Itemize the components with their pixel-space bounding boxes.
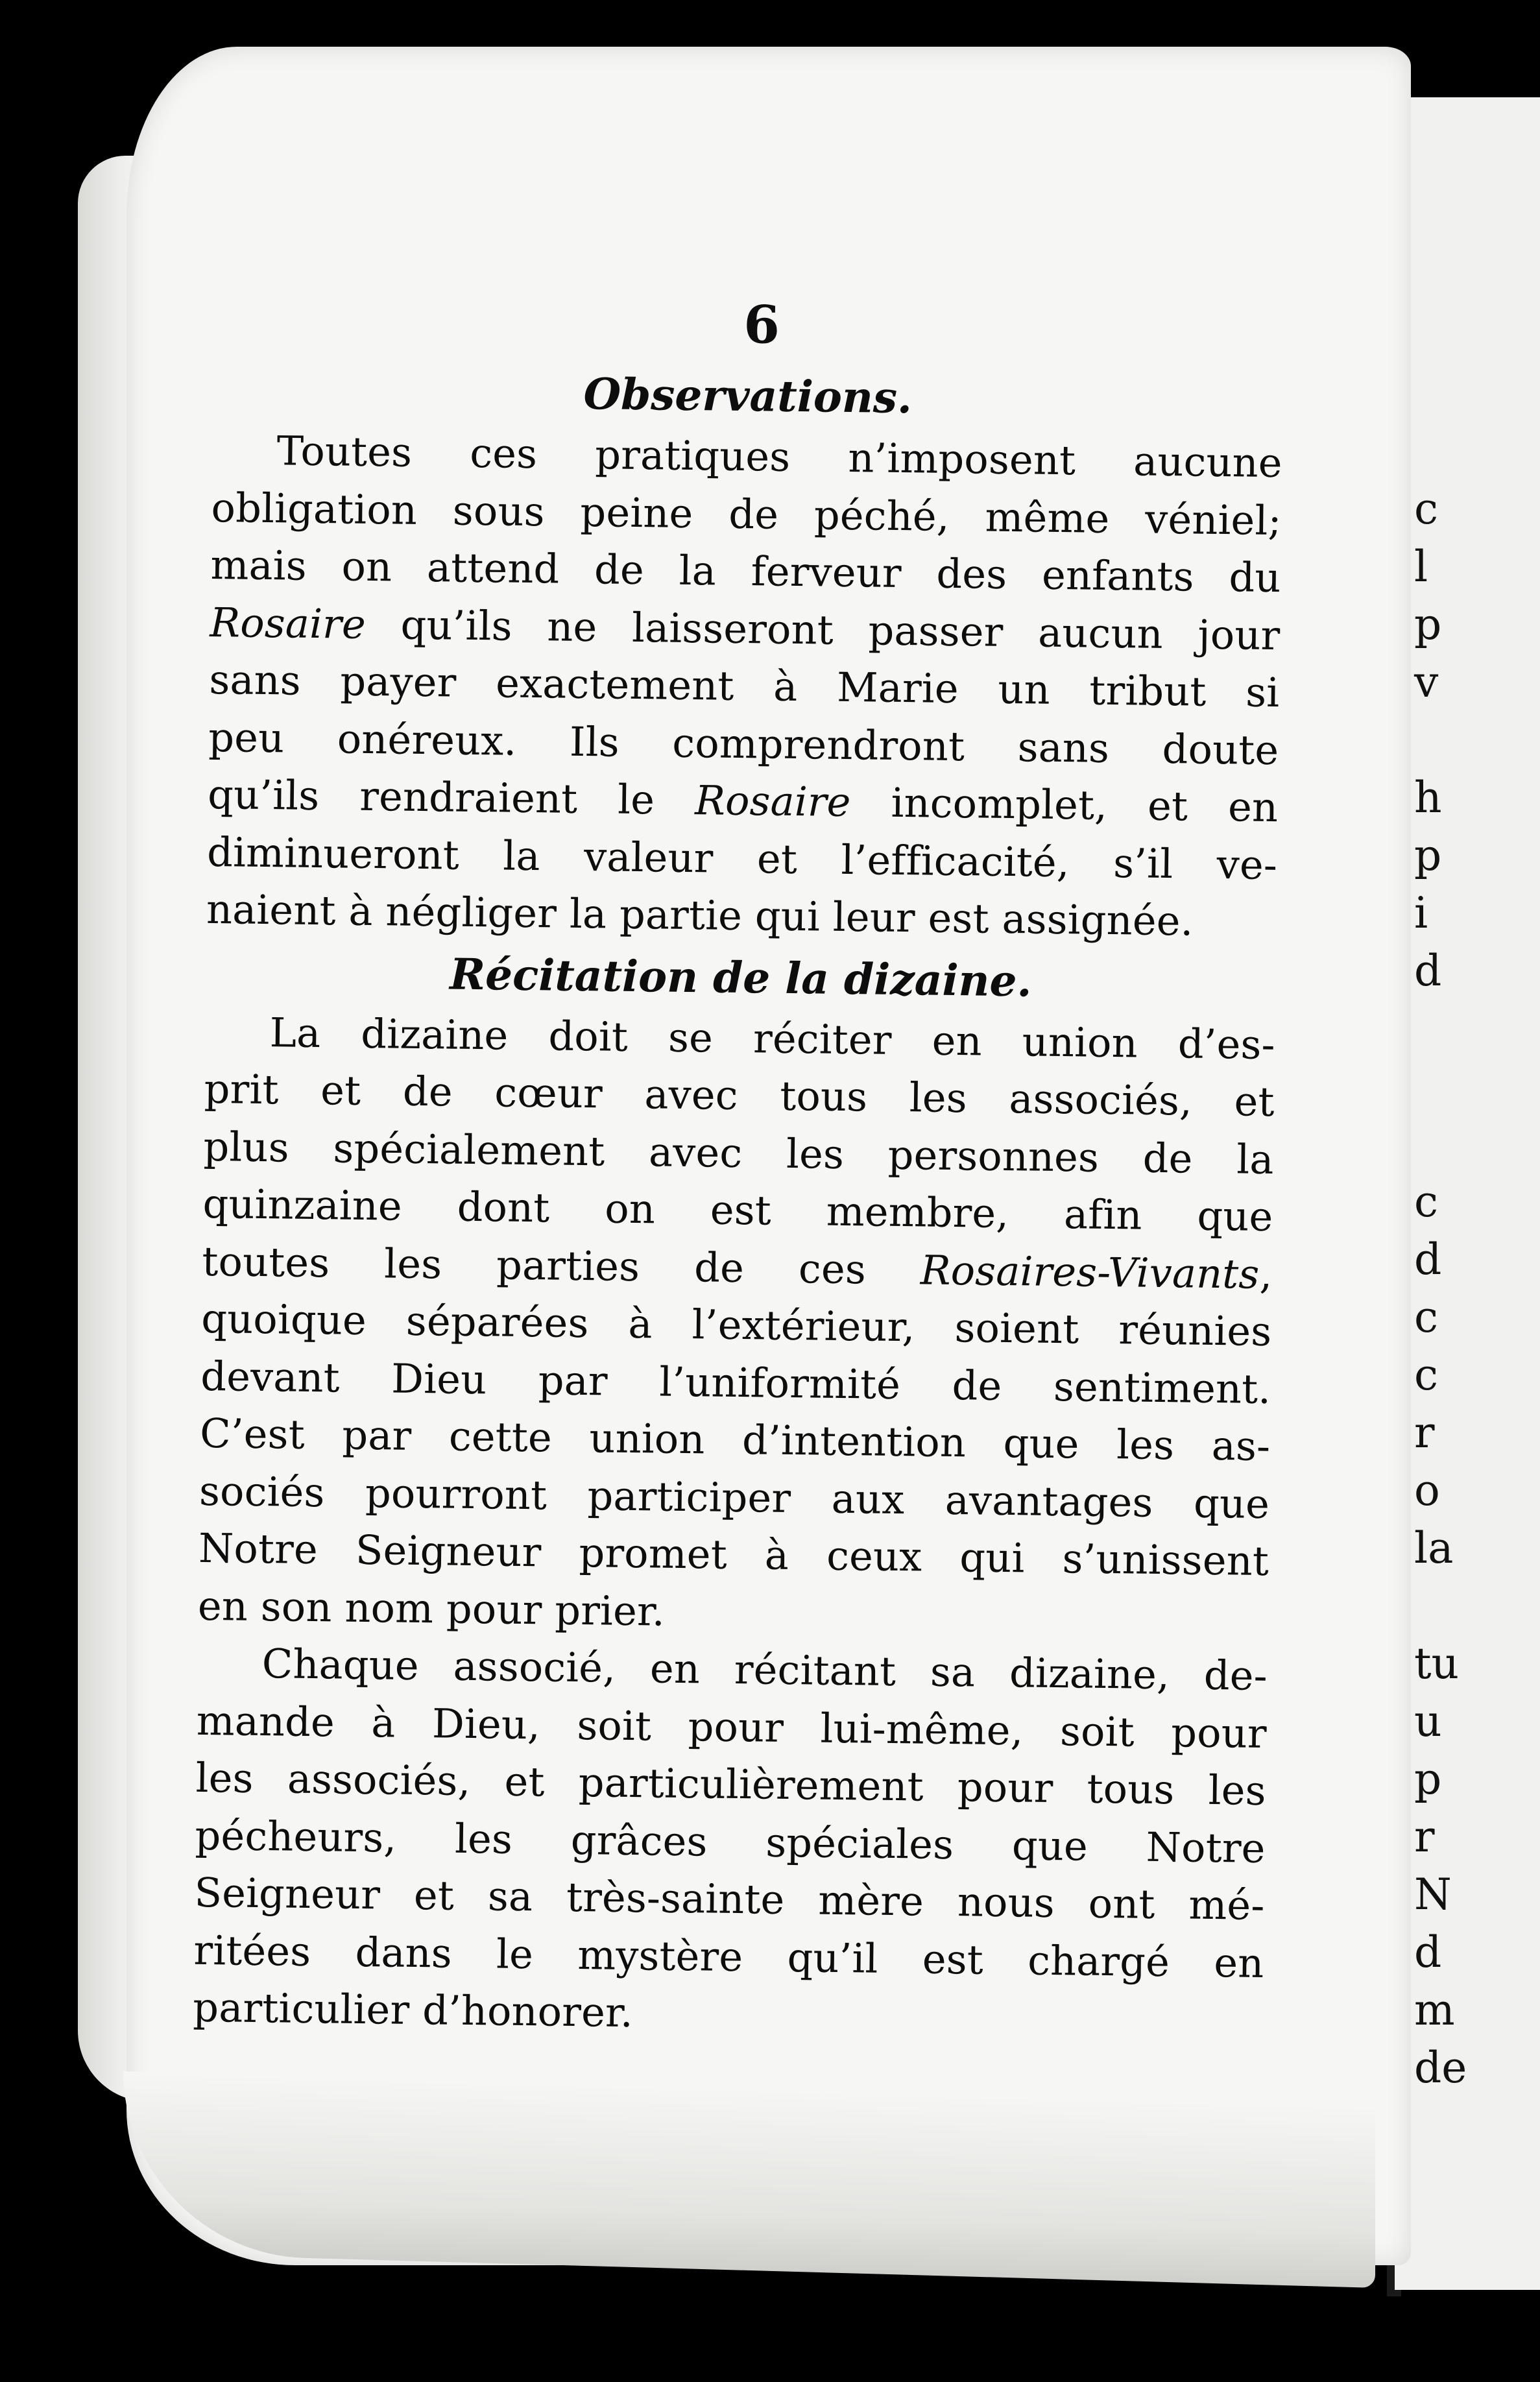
facing-fragment: o: [1414, 1465, 1440, 1515]
facing-fragment: p: [1414, 830, 1442, 880]
facing-fragment: u: [1414, 1696, 1442, 1746]
facing-fragment: [1414, 1000, 1540, 1057]
facing-fragment: h: [1414, 773, 1442, 823]
page-content: [193, 279, 1284, 2049]
facing-fragment: c: [1414, 484, 1438, 534]
text-line: Rosaire qu’ils ne laisseront passer aucun jour: [210, 598, 1281, 659]
text-line: en son nom pour prier.: [197, 1582, 666, 1635]
text-line: Seigneur et sa très-sainte mère nous ont mé-: [194, 1868, 1265, 1929]
text-line: quinzaine dont on est membre, afin que: [202, 1179, 1273, 1241]
facing-fragment: [1414, 1057, 1540, 1115]
facing-fragment: [1414, 1115, 1540, 1173]
facing-fragment: d: [1414, 1234, 1442, 1284]
italic-term: Rosaires-Vivants: [920, 1245, 1260, 1298]
facing-fragment: c: [1414, 1292, 1438, 1342]
text-line: diminueront la valeur et l’efficacité, s’il ve-: [206, 828, 1278, 889]
facing-fragment: c: [1414, 1177, 1438, 1227]
facing-fragment: r: [1414, 1408, 1435, 1458]
facing-fragment: l: [1414, 542, 1428, 592]
facing-fragment: [1414, 711, 1540, 769]
text-line: obligation sous peine de péché, même véniel;: [211, 483, 1282, 544]
italic-term: Rosaire: [210, 598, 367, 648]
text-line: Notre Seigneur promet à ceux qui s’unissent: [198, 1524, 1269, 1585]
text-line: sociés pourront participer aux avantages que: [199, 1467, 1270, 1528]
facing-fragment: de: [1414, 2043, 1467, 2093]
facing-fragment: tu: [1414, 1639, 1460, 1689]
facing-fragment: m: [1414, 1985, 1455, 2035]
facing-fragment: p: [1414, 1754, 1442, 1804]
page-bottom-edge: [123, 2071, 1375, 2288]
facing-fragment: v: [1414, 657, 1439, 707]
text-line: quoique séparées à l’extérieur, soient réunies: [200, 1294, 1272, 1356]
text-line: devant Dieu par l’uniformité de sentiment.: [200, 1352, 1271, 1413]
text-line: toutes les parties de ces Rosaires-Vivants,: [202, 1237, 1273, 1298]
text-line: C’est par cette union d’intention que les as-: [199, 1409, 1271, 1471]
paragraph: [206, 422, 1283, 952]
facing-fragment: c: [1414, 1350, 1438, 1400]
text-line: peu onéreux. Ils comprendront sans doute: [208, 713, 1279, 774]
text-line: Toutes ces pratiques n’imposent aucune: [276, 427, 1283, 487]
italic-term: Rosaire: [694, 776, 852, 826]
section-heading-observations: Observations.: [583, 368, 913, 424]
text-line: mais on attend de la ferveur des enfants du: [210, 540, 1281, 602]
facing-fragment: i: [1414, 888, 1428, 938]
text-line: plus spécialement avec les personnes de la: [203, 1122, 1274, 1183]
text-line: qu’ils rendraient le Rosaire incomplet, et en: [207, 770, 1279, 832]
facing-fragment: N: [1414, 1870, 1452, 1919]
text-line: Chaque associé, en récitant sa dizaine, de-: [261, 1640, 1268, 1700]
section-heading-recitation: Récitation de la dizaine.: [449, 948, 1033, 1006]
facing-fragment: p: [1414, 599, 1442, 649]
text-line: sans payer exactement à Marie un tribut si: [209, 655, 1280, 717]
facing-fragment: d: [1414, 1927, 1442, 1977]
text-line: pécheurs, les grâces spéciales que Notre: [195, 1811, 1266, 1872]
facing-fragment: r: [1414, 1812, 1435, 1862]
text-line: particulier d’honorer.: [193, 1983, 634, 2037]
text-line: naient à négliger la partie qui leur est assignée.: [206, 885, 1194, 945]
paragraph: [193, 1635, 1268, 2050]
facing-fragment: [1414, 1577, 1540, 1635]
facing-fragment: d: [1414, 946, 1442, 996]
facing-page-text-fragments: [1414, 480, 1540, 2097]
text-line: La dizaine doit se réciter en union d’es-: [269, 1008, 1276, 1068]
paragraph: [197, 1003, 1275, 1648]
facing-fragment: la: [1414, 1523, 1454, 1573]
text-line: mande à Dieu, soit pour lui-même, soit pour: [196, 1696, 1268, 1757]
text-line: les associés, et particulièrement pour tous les: [195, 1753, 1267, 1814]
page-number: 6: [743, 293, 780, 355]
text-line: prit et de cœur avec tous les associés, et: [204, 1065, 1275, 1126]
text-line: ritées dans le mystère qu’il est chargé en: [193, 1926, 1264, 1987]
